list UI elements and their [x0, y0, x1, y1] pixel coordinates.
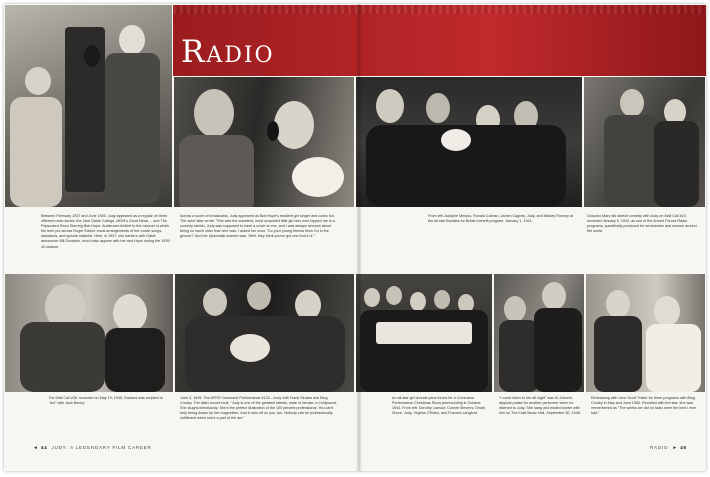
magazine-spread	[4, 4, 706, 471]
caption-john-scott-trotter: Rehearsing with John Scott Trotter for three programs with Bing Crosby in May and June 1950. Reunited with the star, she was remembered as "The weeks we did on radio were the best I ever had."	[591, 396, 697, 416]
caption-jack-benny-judy: For Mail Call #38, recorded on May 19, 1945, Garland was scripted to "act" with Jack Benny.	[49, 396, 163, 406]
photo-girl-chorale	[356, 274, 492, 392]
chapter-banner	[173, 5, 706, 76]
chapter-title: Radio	[181, 34, 275, 70]
folio-left	[33, 445, 152, 451]
banner-decoration	[173, 5, 706, 14]
photo-al-jolson-judy	[494, 274, 584, 392]
caption-all-star-benefit: From left: Adolphe Menjou, Ronald Colman, James Cagney, Judy, and Mickey Rooney at the all-star Bundles for Britain benefit program, January 1, 1941.	[428, 214, 573, 224]
caption-bob-hope-judy: Across a score of broadcasts, Judy appeared as Bob Hope's resident girl singer and comic foil. The actor later wrote: "She was the sweetest, most unspoiled little girl who ever tapped me in a comedy sketch. Judy was supposed to have a crush on me, and I was always nervous about being so much older than she was. I asked her once, 'Do your young friends think I'm in the groove?' And her diplomatic answer was, 'Well, they think you've got one foot in it.'"	[180, 214, 335, 239]
caption-groucho-judy: Groucho Marx did sketch comedy with Judy on Mail Call #10, recorded January 9, 1943, as one of the Armed Forces Radio programs, specifically produced for servicemen and women around the world.	[587, 214, 697, 234]
arrow-left-icon: ◄	[33, 445, 39, 451]
running-title-left: JUDY: A LEGENDARY FILM CAREER	[51, 445, 152, 450]
photo-john-scott-trotter	[586, 274, 705, 392]
photo-all-star-benefit	[356, 77, 582, 207]
arrow-right-icon: ►	[672, 445, 679, 451]
caption-judy-bill-goodwin: Between February 1937 and June 1940, Judy appeared as a regular on three different radio series: the Jack Oakie College, MGM's Good News..., and The Pepsodent Show Starring Bob Hope. Audiences thrilled to the manner in which the teen put across Roger Edens' vocal arrangements of her movie songs, standards, and special material. Here, in 1937, she banters with Oakie announcer Bill Goodwin, who'd also appear with her and Hope during the 1939-40 season.	[41, 214, 171, 249]
caption-sinatra-crosby-judy: June 3, 1945: The AFRS Command Performance #122—Judy with Frank Sinatra and Bing Crosby. The latter would exult, "Judy is one of the greatest talents, male or female, in Hollywood. She laughs infectiously. She's the perfect illustration of the 100 percent professional. You can't help being drawn by her magnetism. And it rubs off on you, too. Nobody can be professionally indifferent when she's a part of the act."	[180, 396, 338, 421]
running-title-right: RADIO	[650, 445, 669, 450]
caption-girl-chorale: An all-star girl chorale joins forces for a Command Performance Christmas Show prerecording in October 1944. From left: Dorothy Lamour, Connie Stevens, Dinah Shore, Judy, Virginia O'Brien, and Frances Langford.	[392, 396, 485, 416]
page-number-right: 45	[680, 445, 687, 450]
photo-sinatra-crosby-judy	[175, 274, 354, 392]
photo-groucho-judy	[584, 77, 705, 207]
photo-bob-hope-judy	[174, 77, 354, 207]
book-gutter	[356, 4, 362, 471]
photo-judy-bill-goodwin	[5, 5, 172, 207]
folio-right	[650, 445, 687, 451]
caption-al-jolson-judy: "I could listen to her all night" was Al Jolson's atypical praise for another performer when he listened to Judy. She sang and traded banter with him on The Kraft Music Hall, September 30, 1948.	[499, 396, 581, 416]
photo-jack-benny-judy	[5, 274, 173, 392]
page-number-left: 44	[40, 445, 48, 450]
